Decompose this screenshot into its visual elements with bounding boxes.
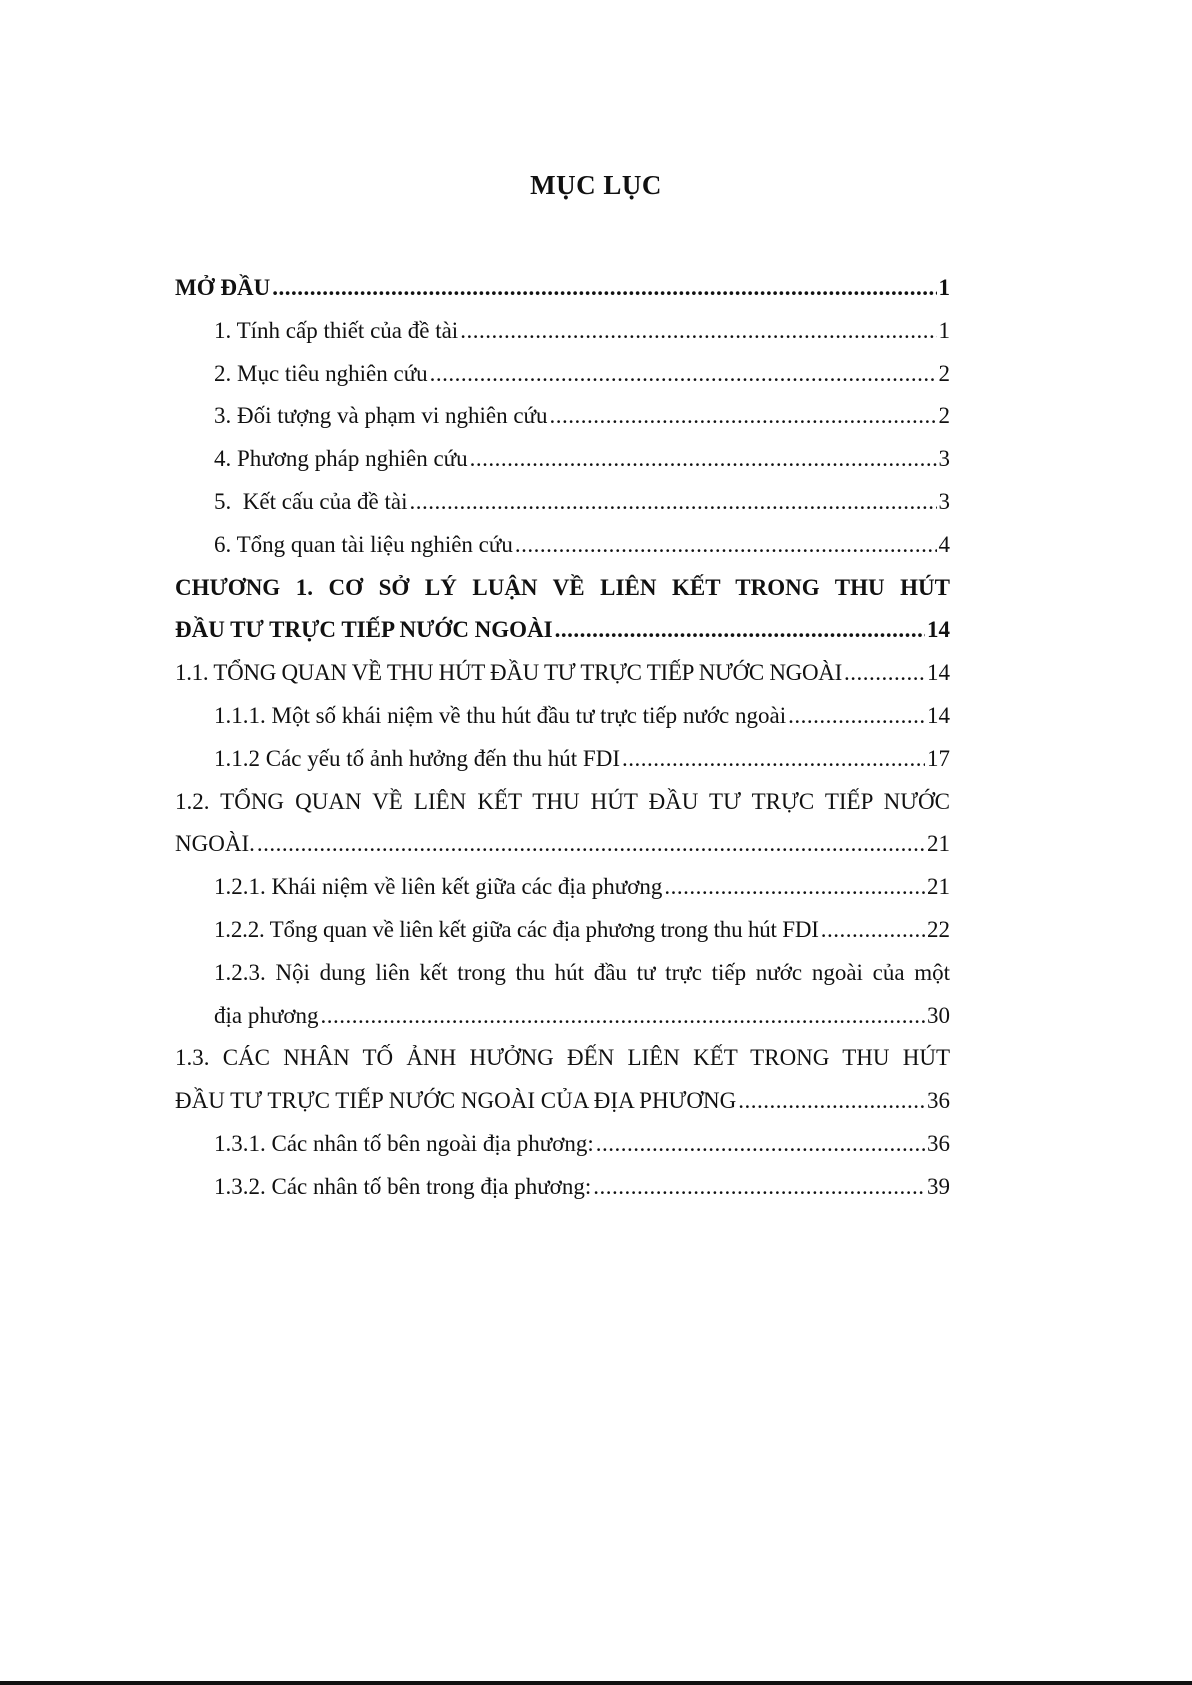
toc-entry-page: 30: [927, 1002, 950, 1028]
toc-entry-mo-dau[interactable]: [175, 267, 950, 310]
toc-title: MỤC LỤC: [530, 170, 662, 200]
toc-entry-page: 39: [927, 1173, 950, 1199]
dot-leader: [257, 823, 925, 866]
toc-entry-label: 1.1.1. Một số khái niệm về thu hút đầu tư trực tiếp nước ngoài: [214, 702, 787, 728]
dot-leader: [788, 695, 925, 738]
toc-entry-1-2[interactable]: [175, 781, 950, 867]
toc-entry-label: 4. Phương pháp nghiên cứu: [214, 446, 468, 472]
dot-leader: [550, 395, 937, 438]
toc-entry-page: 14: [927, 617, 950, 643]
toc-entry-label: 6. Tổng quan tài liệu nghiên cứu: [214, 531, 513, 557]
toc-entry-label: ĐẦU TƯ TRỰC TIẾP NƯỚC NGOÀI CỦA ĐỊA PHƯƠNG: [175, 1088, 737, 1114]
toc-entry-1-3[interactable]: [175, 1037, 950, 1123]
toc-entry-page: 17: [927, 745, 950, 771]
toc-entry-page: 2: [938, 360, 950, 386]
dot-leader: [460, 310, 936, 353]
toc-entry-page: 1: [938, 275, 950, 300]
toc-entry-1-3-2[interactable]: [175, 1166, 950, 1209]
toc-entry-line1: 1.3. CÁC NHÂN TỐ ẢNH HƯỞNG ĐẾN LIÊN KẾT TRONG THU HÚT: [175, 1045, 950, 1071]
toc-entry-label: 1.2.2. Tổng quan về liên kết giữa các địa phương trong thu hút FDI: [214, 916, 819, 942]
dot-leader: [593, 1166, 925, 1209]
toc-entry-label: địa phương: [214, 1002, 319, 1028]
toc-entry-chuong-1[interactable]: [175, 567, 950, 653]
toc-entry-line1: 1.2. TỔNG QUAN VỀ LIÊN KẾT THU HÚT ĐẦU TƯ TRỰC TIẾP NƯỚC: [175, 788, 950, 814]
toc-entry-page: 14: [927, 702, 950, 728]
toc-entry-page: 22: [927, 916, 950, 942]
dot-leader: [622, 738, 925, 781]
dot-leader: [821, 909, 925, 952]
dot-leader: [430, 353, 937, 396]
toc-entry-page: 1: [938, 317, 950, 343]
dot-leader: [272, 267, 936, 310]
toc-entry-label: ĐẦU TƯ TRỰC TIẾP NƯỚC NGOÀI: [175, 617, 553, 643]
toc-entry-4[interactable]: [175, 438, 950, 481]
toc-entry-page: 14: [927, 660, 950, 686]
toc-entry-label: 1.3.2. Các nhân tố bên trong địa phương:: [214, 1173, 592, 1199]
toc-entry-label: 3. Đối tượng và phạm vi nghiên cứu: [214, 403, 548, 429]
dot-leader: [664, 866, 925, 909]
dot-leader: [844, 652, 925, 695]
toc-entry-page: 2: [938, 403, 950, 429]
toc-entry-1-2-1[interactable]: [175, 866, 950, 909]
toc-entry-1-1-1[interactable]: [175, 695, 950, 738]
toc-entry-label: MỞ ĐẦU: [175, 275, 271, 300]
dot-leader: [596, 1123, 925, 1166]
dot-leader: [470, 438, 937, 481]
toc-entry-page: 4: [938, 531, 950, 557]
toc-entry-page: 3: [938, 446, 950, 472]
toc-entry-page: 21: [927, 831, 950, 857]
toc-entry-page: 36: [927, 1088, 950, 1114]
toc-entry-page: 36: [927, 1130, 950, 1156]
toc-entry-1-2-3[interactable]: [175, 952, 950, 1038]
toc-entry-line1: CHƯƠNG 1. CƠ SỞ LÝ LUẬN VỀ LIÊN KẾT TRONG THU HÚT: [175, 574, 950, 600]
dot-leader: [515, 524, 937, 567]
toc-entry-5[interactable]: [175, 481, 950, 524]
table-of-contents: [175, 267, 950, 1209]
toc-entry-6[interactable]: [175, 524, 950, 567]
dot-leader: [320, 995, 925, 1038]
toc-entry-label: 1.3.1. Các nhân tố bên ngoài địa phương:: [214, 1130, 594, 1156]
toc-entry-line1: 1.2.3. Nội dung liên kết trong thu hút đầu tư trực tiếp nước ngoài của một: [214, 959, 950, 985]
toc-entry-1[interactable]: [175, 310, 950, 353]
toc-entry-label: 1.1. TỔNG QUAN VỀ THU HÚT ĐẦU TƯ TRỰC TIẾP NƯỚC NGOÀI: [175, 660, 842, 686]
toc-entry-label: 1. Tính cấp thiết của đề tài: [214, 317, 459, 343]
toc-entry-1-1[interactable]: [175, 652, 950, 695]
toc-entry-label: 1.1.2 Các yếu tố ảnh hưởng đến thu hút FDI: [214, 745, 620, 771]
toc-entry-3[interactable]: [175, 395, 950, 438]
toc-entry-page: 21: [927, 874, 950, 900]
toc-entry-label: 5. Kết cấu của đề tài: [214, 488, 408, 514]
toc-entry-1-3-1[interactable]: [175, 1123, 950, 1166]
page-bottom-border: [0, 1681, 1192, 1685]
toc-entry-2[interactable]: [175, 353, 950, 396]
toc-entry-1-1-2[interactable]: [175, 738, 950, 781]
toc-entry-1-2-2[interactable]: [175, 909, 950, 952]
dot-leader: [555, 609, 925, 652]
toc-entry-label: 2. Mục tiêu nghiên cứu: [214, 360, 428, 386]
dot-leader: [410, 481, 937, 524]
toc-entry-page: 3: [938, 488, 950, 514]
dot-leader: [738, 1080, 925, 1123]
toc-entry-label: NGOÀI.: [175, 831, 255, 857]
toc-entry-label: 1.2.1. Khái niệm về liên kết giữa các địa phương: [214, 874, 663, 900]
